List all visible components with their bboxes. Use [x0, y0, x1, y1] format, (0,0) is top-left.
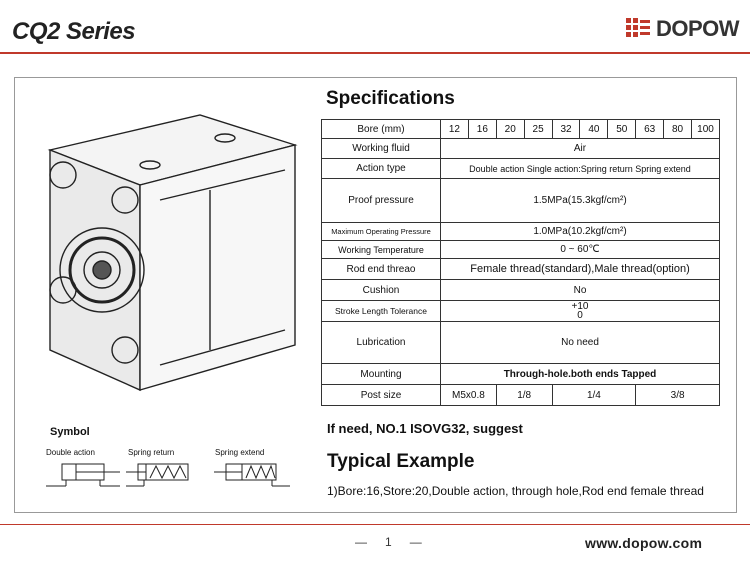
- row-value: Double action Single action:Spring return Spring extend: [441, 159, 720, 179]
- header-rule: [0, 52, 750, 54]
- brand-name: DOPOW: [656, 16, 740, 41]
- spec-table: [321, 119, 720, 406]
- double-action-symbol-icon: [44, 458, 124, 488]
- tolerance-bottom: 0: [577, 310, 583, 321]
- port-cell: M5x0.8: [441, 385, 497, 406]
- bore-cell: 80: [664, 120, 692, 139]
- bore-cell: 32: [552, 120, 580, 139]
- bore-cell: 63: [636, 120, 664, 139]
- tolerance-top: +10: [571, 301, 589, 312]
- spec-title: Specifications: [326, 88, 455, 109]
- table-row: [322, 241, 720, 259]
- row-label: Maximum Operating Pressure: [322, 223, 441, 241]
- symbol-title: Symbol: [50, 426, 90, 438]
- row-label: Working fluid: [322, 139, 441, 159]
- symbol-label-spring-return: Spring return: [128, 448, 175, 457]
- table-row: [322, 159, 720, 179]
- row-label: Stroke Length Tolerance: [322, 301, 441, 322]
- footer-rule: [0, 524, 750, 525]
- bore-cell: 100: [692, 120, 720, 139]
- dopow-logo-icon: [626, 18, 652, 40]
- row-value: 1.5MPa(15.3kgf/cm²): [441, 179, 720, 223]
- symbol-label-double: Double action: [46, 448, 95, 457]
- row-label: Proof pressure: [322, 179, 441, 223]
- symbol-label-spring-extend: Spring extend: [215, 448, 265, 457]
- row-value: No: [441, 280, 720, 301]
- website-link[interactable]: www.dopow.com: [585, 535, 703, 551]
- row-value: No need: [441, 322, 720, 364]
- row-value: 1.0MPa(10.2kgf/cm²): [441, 223, 720, 241]
- brand-logo: [626, 16, 739, 42]
- table-row: [322, 301, 720, 322]
- page-number-value: 1: [385, 535, 392, 549]
- table-row: [322, 280, 720, 301]
- row-label: Working Temperature: [322, 241, 441, 259]
- row-label: Rod end threao: [322, 259, 441, 280]
- table-row: [322, 223, 720, 241]
- bore-cell: 12: [441, 120, 469, 139]
- cylinder-drawing: [30, 110, 310, 400]
- typical-example-title: Typical Example: [327, 451, 475, 472]
- page-dash: —: [355, 535, 367, 549]
- table-row: [322, 364, 720, 385]
- row-value: 0 ~ 60℃: [441, 241, 720, 259]
- bore-label: Bore (mm): [322, 120, 441, 139]
- spring-return-symbol-icon: [124, 458, 204, 488]
- page-number: [346, 535, 431, 549]
- bore-cell: 16: [468, 120, 496, 139]
- port-cell: 1/4: [552, 385, 636, 406]
- row-value: Female thread(standard),Male thread(option): [441, 259, 720, 280]
- row-value: Through-hole.both ends Tapped: [441, 364, 720, 385]
- lubrication-note: If need, NO.1 ISOVG32, suggest: [327, 421, 523, 436]
- series-title: CQ2 Series: [12, 18, 136, 45]
- stroke-tolerance-value: [441, 301, 720, 322]
- table-row: [322, 259, 720, 280]
- row-label: Cushion: [322, 280, 441, 301]
- typical-example-text: 1)Bore:16,Store:20,Double action, through hole,Rod end female thread: [327, 484, 704, 498]
- port-cell: 3/8: [636, 385, 720, 406]
- port-label: Post size: [322, 385, 441, 406]
- table-row: [322, 322, 720, 364]
- table-row: [322, 385, 720, 406]
- bore-cell: 50: [608, 120, 636, 139]
- bore-cell: 20: [496, 120, 524, 139]
- bore-cell: 25: [524, 120, 552, 139]
- row-label: Action type: [322, 159, 441, 179]
- row-label: Mounting: [322, 364, 441, 385]
- row-label: Lubrication: [322, 322, 441, 364]
- table-row: [322, 120, 720, 139]
- table-row: [322, 139, 720, 159]
- row-value: Air: [441, 139, 720, 159]
- table-row: [322, 179, 720, 223]
- page-dash: —: [409, 535, 422, 549]
- spring-extend-symbol-icon: [212, 458, 292, 488]
- port-cell: 1/8: [496, 385, 552, 406]
- bore-cell: 40: [580, 120, 608, 139]
